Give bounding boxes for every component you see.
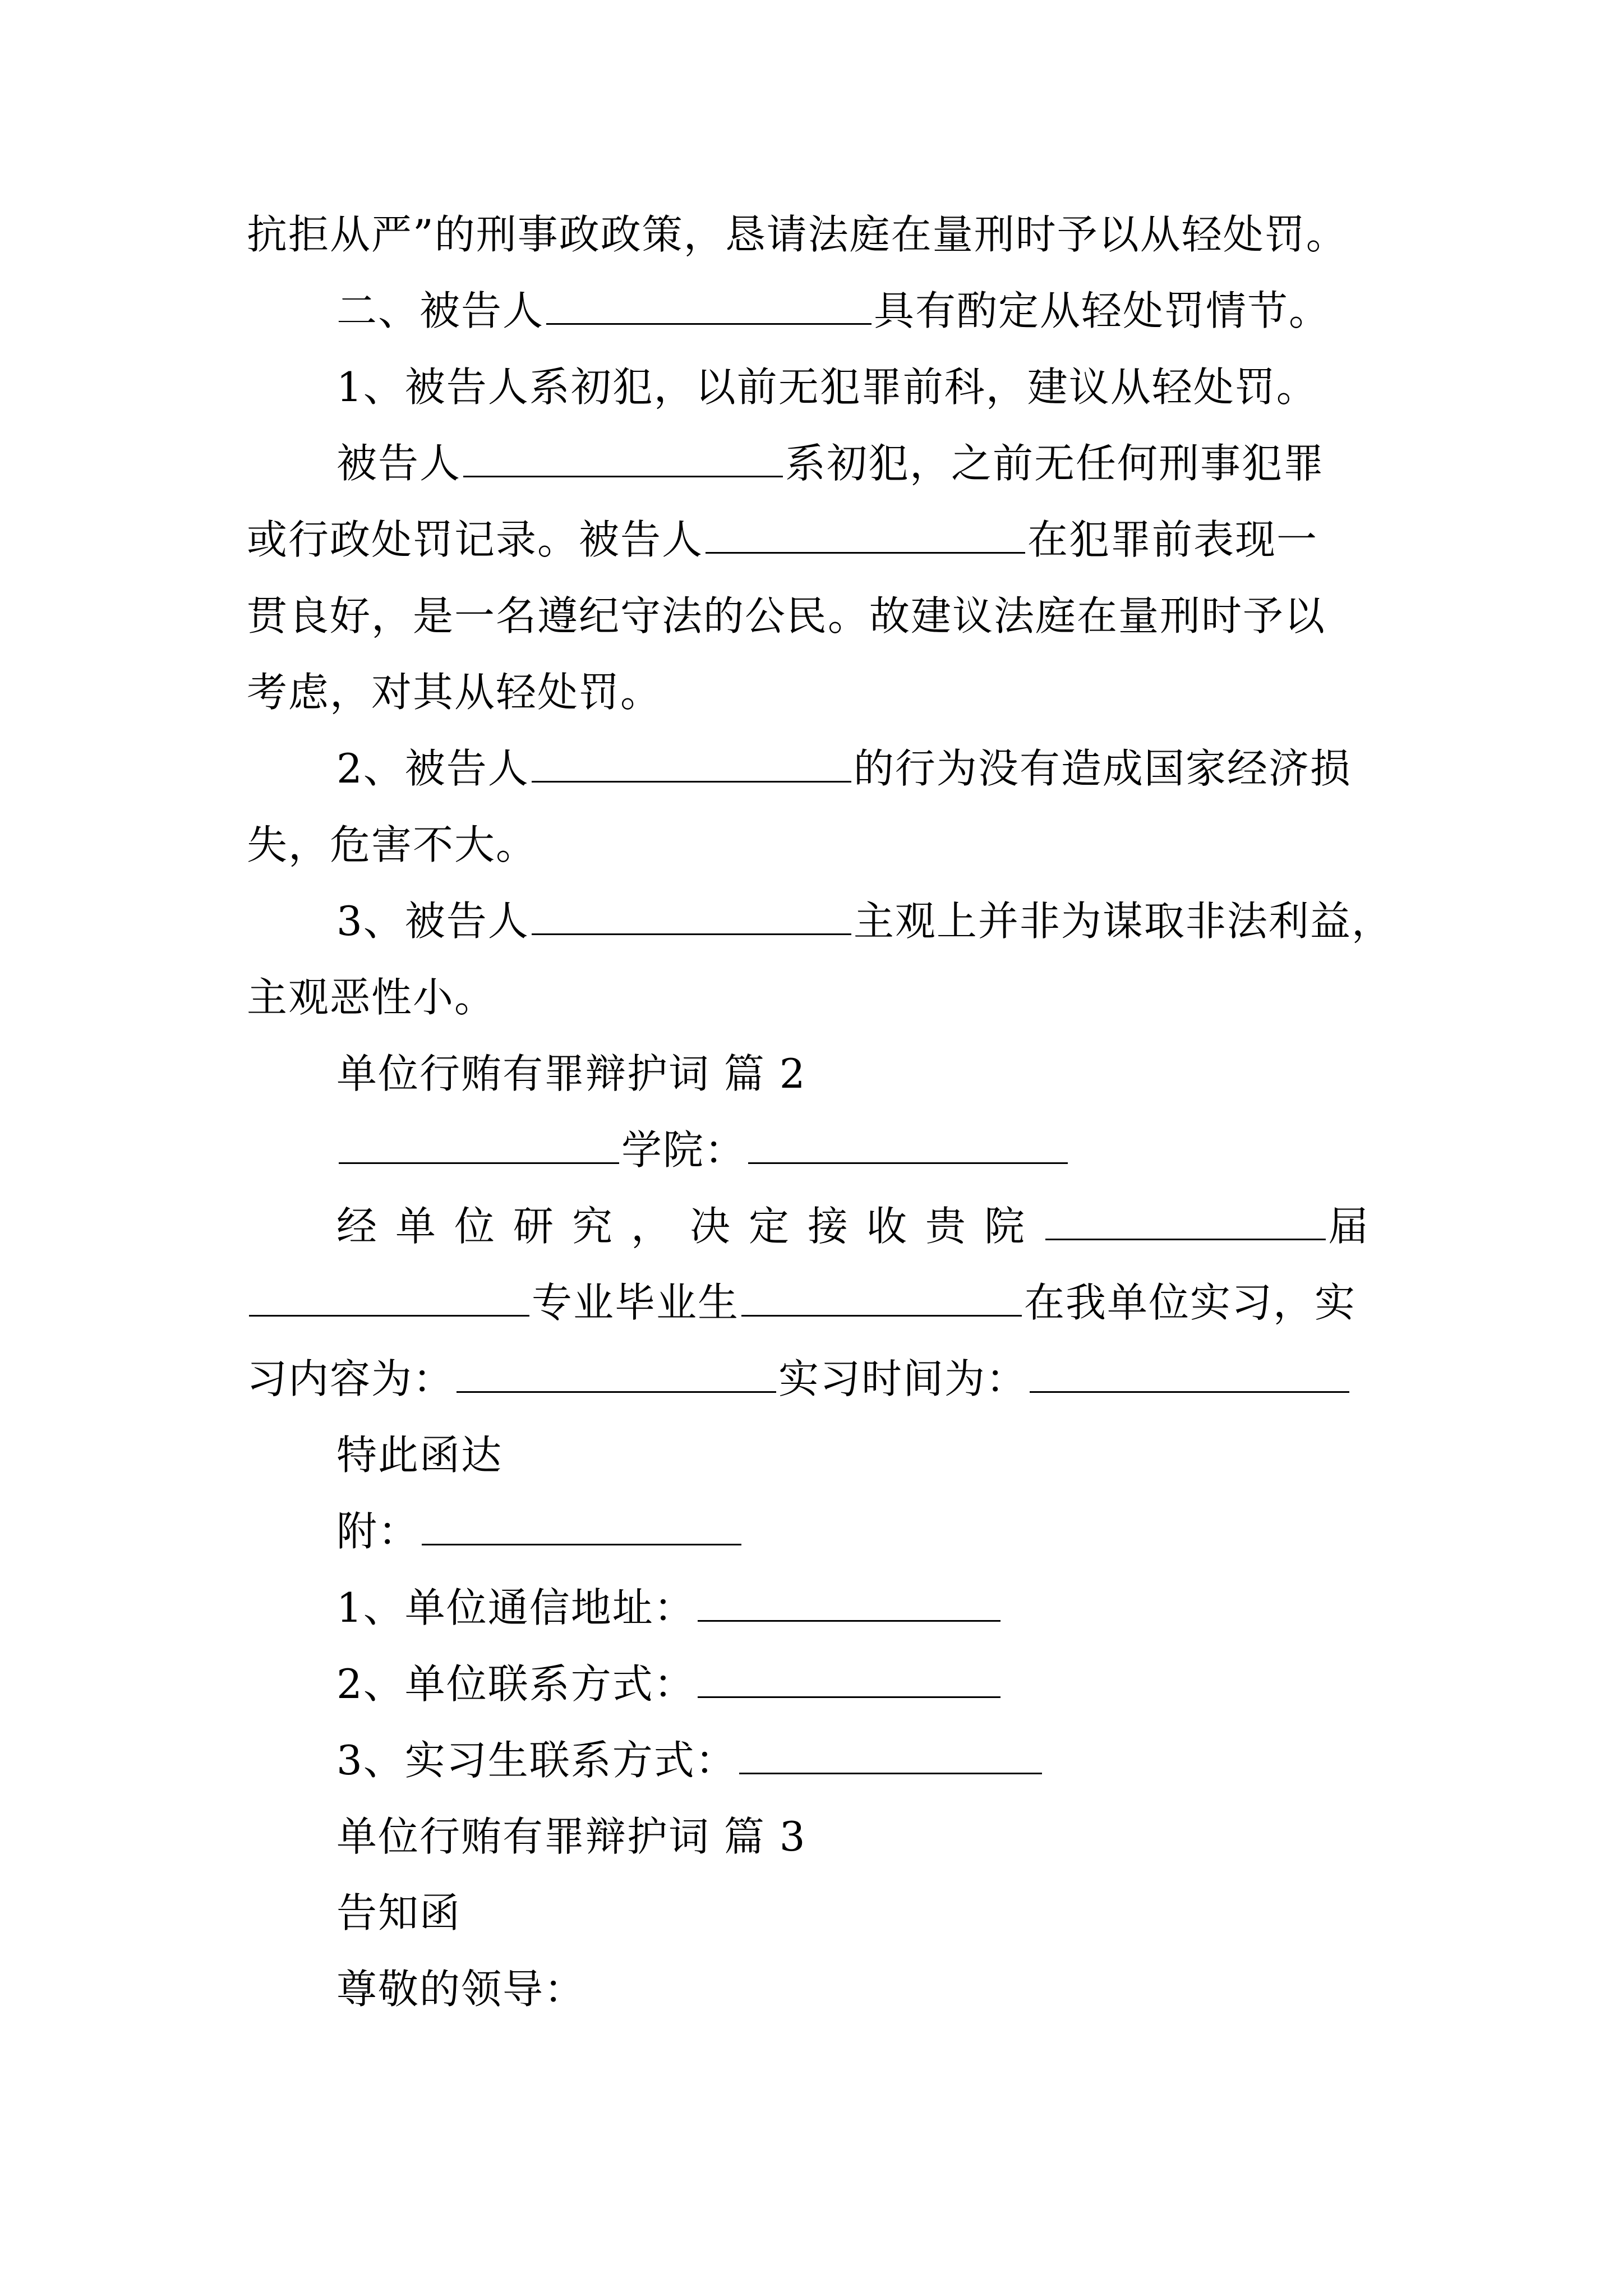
fill-in-blank[interactable] [741, 1279, 1022, 1317]
text-run: 或行政处罚记录。被告人 [247, 516, 704, 563]
paragraph-internship-content [247, 1341, 1380, 1417]
text-run: 3、实习生联系方式： [336, 1737, 737, 1784]
paragraph-intern-contact [247, 1722, 1380, 1798]
text-run: 1、被告人系初犯，以前无犯罪前科，建议从轻处罚。 [336, 364, 1318, 411]
text-run: 学院： [621, 1126, 746, 1174]
text-run: 特此函达 [336, 1432, 503, 1479]
text-run: 经单位研究，决定接收贵院 [336, 1203, 1044, 1250]
text-run: 附： [336, 1508, 420, 1555]
paragraph-item-one [247, 349, 1380, 425]
section-heading-part-3 [247, 1798, 1380, 1875]
text-run: 告知函 [336, 1889, 462, 1936]
text-run: 失，危害不大。 [247, 821, 538, 868]
text-run: 在犯罪前表现一 [1027, 516, 1318, 563]
text-run: 主观上并非为谋取非法利益， [853, 898, 1393, 945]
paragraph-item-two [247, 730, 1380, 807]
fill-in-blank[interactable] [748, 1126, 1068, 1164]
document-body [247, 196, 1393, 2027]
fill-in-blank[interactable] [463, 440, 783, 477]
text-run: 实习时间为： [778, 1355, 1028, 1402]
text-run: 主观恶性小。 [247, 974, 496, 1021]
paragraph-item-three [247, 883, 1393, 959]
fill-in-blank[interactable] [1030, 1355, 1349, 1393]
text-run: 专业毕业生 [532, 1279, 740, 1326]
paragraph-acceptance [247, 1188, 1380, 1264]
fill-in-blank[interactable] [1045, 1203, 1326, 1240]
text-run: 系初犯，之前无任何刑事犯罪 [785, 440, 1325, 487]
text-run: 2、单位联系方式： [336, 1660, 695, 1708]
fill-in-blank[interactable] [457, 1355, 776, 1393]
paragraph-admin-record [247, 501, 1380, 578]
text-run: 3、被告人 [336, 898, 529, 945]
text-run: 二、被告人 [336, 287, 545, 334]
paragraph-address [247, 1570, 1380, 1646]
fill-in-blank[interactable] [546, 287, 872, 325]
text-run: 具有酌定从轻处罚情节。 [874, 287, 1331, 334]
paragraph-section-two [247, 273, 1380, 349]
paragraph-harm [247, 807, 1380, 883]
text-run: 2、被告人 [336, 745, 529, 792]
paragraph-attachment [247, 1493, 1380, 1570]
text-run: 习内容为： [247, 1355, 455, 1402]
paragraph-sentencing-policy [247, 196, 1380, 273]
fill-in-blank[interactable] [249, 1279, 529, 1317]
text-run: 在我单位实习，实 [1024, 1279, 1357, 1326]
fill-in-blank[interactable] [698, 1660, 1000, 1698]
text-run: 被告人 [336, 440, 462, 487]
text-run: 1、单位通信地址： [336, 1584, 695, 1631]
fill-in-blank[interactable] [698, 1584, 1000, 1622]
paragraph-salutation [247, 1951, 1380, 2027]
fill-in-blank[interactable] [532, 745, 851, 783]
fill-in-blank[interactable] [339, 1126, 619, 1164]
fill-in-blank[interactable] [706, 516, 1025, 554]
fill-in-blank[interactable] [532, 898, 851, 935]
paragraph-first-offender [247, 425, 1380, 501]
text-run: 届 [1328, 1203, 1370, 1250]
paragraph-major [247, 1264, 1380, 1341]
paragraph-intent [247, 959, 1380, 1036]
text-run: 的行为没有造成国家经济损 [853, 745, 1352, 792]
paragraph-consideration [247, 654, 1380, 730]
section-heading: 单位行贿有罪辩护词 篇 3 [336, 1813, 806, 1860]
paragraph-closing [247, 1417, 1380, 1493]
paragraph-notice-title [247, 1875, 1380, 1951]
text-run: 尊敬的领导： [336, 1966, 586, 2013]
section-heading: 单位行贿有罪辩护词 篇 2 [336, 1050, 806, 1097]
text-run: 抗拒从严”的刑事政政策，恳请法庭在量刑时予以从轻处罚。 [247, 211, 1348, 258]
fill-in-blank[interactable] [739, 1737, 1042, 1774]
paragraph-school-line [247, 1112, 1380, 1188]
section-heading-part-2 [247, 1036, 1380, 1112]
paragraph-good-conduct [247, 578, 1380, 654]
text-run: 考虑，对其从轻处罚。 [247, 669, 662, 716]
text-run: 贯良好，是一名遵纪守法的公民。故建议法庭在量刑时予以 [247, 592, 1326, 639]
fill-in-blank[interactable] [422, 1508, 741, 1545]
paragraph-unit-contact [247, 1646, 1380, 1722]
